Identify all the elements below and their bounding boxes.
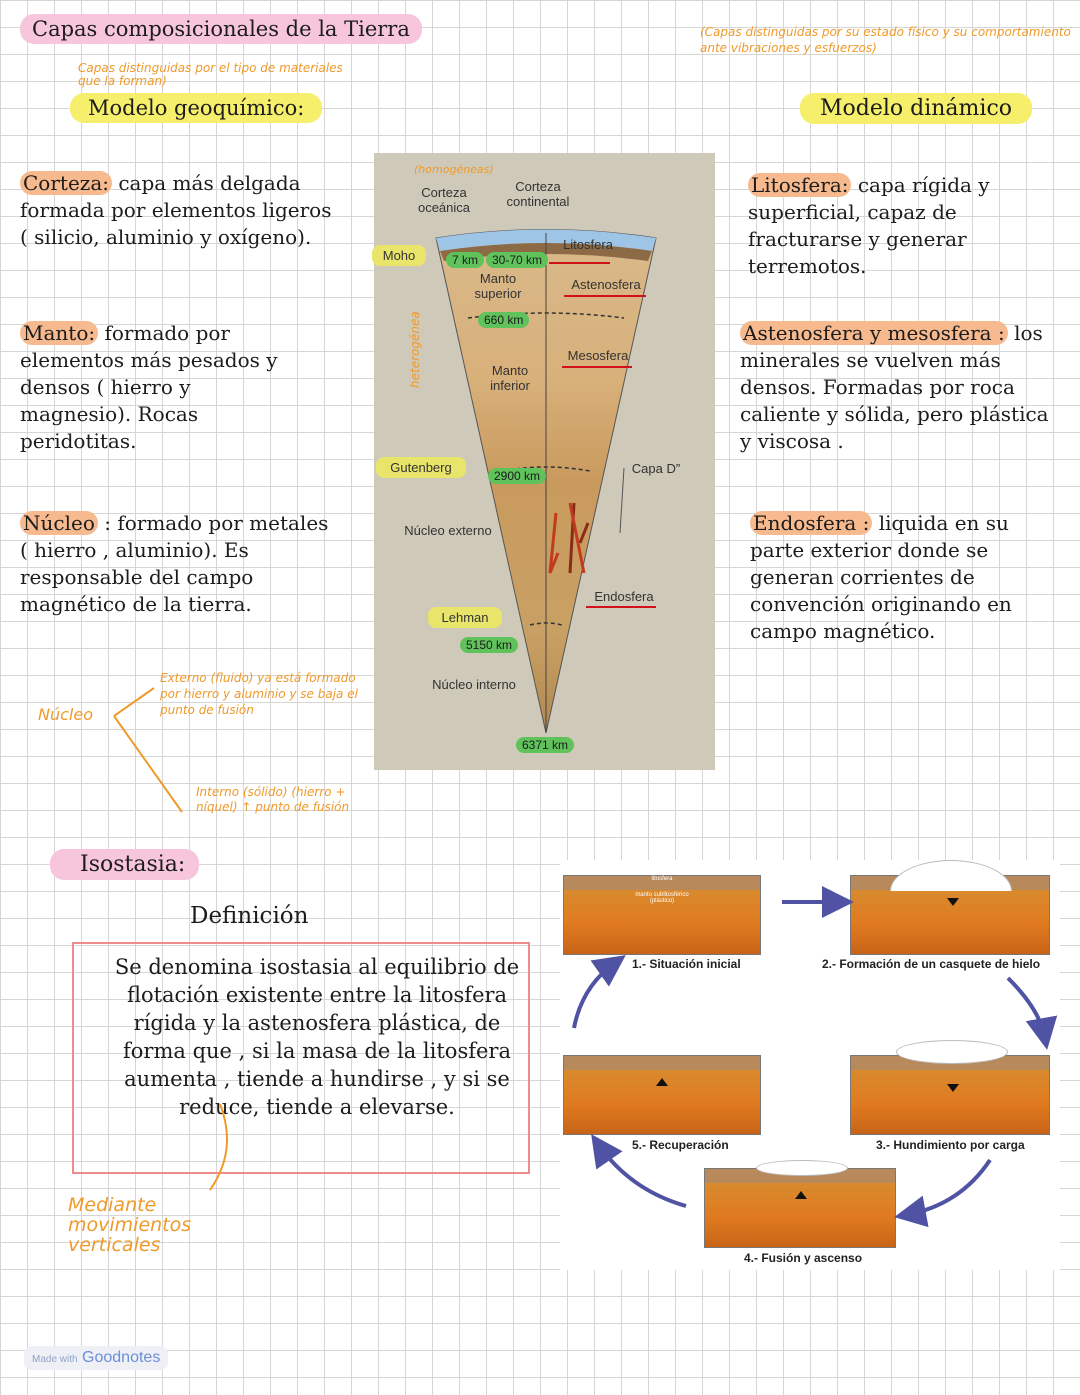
astenosfera-label: Astenosfera <box>571 277 641 292</box>
goodnotes-badge[interactable] <box>24 1346 168 1370</box>
definicion-heading: Definición <box>190 903 309 929</box>
movimientos-note: Mediante movimientos verticales <box>68 1194 192 1256</box>
homogeneas-note: (homogéneas) <box>414 163 494 176</box>
page-title: Capas composicionales de la Tierra <box>20 14 422 44</box>
cycle-mantle-label: manto sublitosférico (plástico) <box>635 892 689 904</box>
nucleo-externo-note: Externo (fluido) ya está formado por hierro y aluminio y se baja el punto de fusión <box>160 671 358 717</box>
nucleo-interno-note: Interno (sólido) (hierro + níquel) ↑ punto de fusión <box>196 785 350 814</box>
geochemical-note: Capas distinguidas por el tipo de materiales que la forman) <box>78 61 343 88</box>
manto-definition <box>20 320 290 455</box>
endosfera-term: Endosfera : <box>750 511 872 535</box>
km-660-label: 660 km <box>478 312 529 328</box>
litosfera-term: Litosfera: <box>748 173 851 197</box>
cycle-litosfera-label: litosfera <box>651 876 673 882</box>
gutenberg-label: Gutenberg <box>376 457 466 478</box>
nucleo-externo-label: Núcleo externo <box>404 523 492 538</box>
endosfera-text: liquida en su parte exterior donde se generan corrientes de convención originando en campo magnético. <box>750 511 1012 643</box>
earth-layers-diagram <box>374 153 715 770</box>
dynamic-model-title: Modelo dinámico <box>800 93 1032 124</box>
lehman-label: Lehman <box>428 607 502 628</box>
corteza-definition <box>20 170 340 251</box>
cycle-step-5-caption: 5.- Recuperación <box>632 1138 729 1152</box>
nucleo-handwritten-label: Núcleo <box>38 705 93 724</box>
moho-label: Moho <box>372 245 426 266</box>
km-30-70-label: 30-70 km <box>486 252 548 268</box>
corteza-continental-label: Corteza continental <box>506 179 570 209</box>
cycle-step-1-caption: 1.- Situación inicial <box>632 957 741 971</box>
goodnotes-brand: Goodnotes <box>82 1349 161 1366</box>
manto-text: formado por elementos más pesados y densos ( hierro y magnesio). Rocas peridotitas. <box>20 321 278 453</box>
endosfera-definition <box>750 510 1060 645</box>
isostasia-title: Isostasia: <box>50 849 199 880</box>
dynamic-note: (Capas distinguidas por su estado físico y su comportamiento ante vibraciones y esfuerzos) <box>700 25 1071 55</box>
km-7-label: 7 km <box>446 252 484 268</box>
nucleo-interno-label: Núcleo interno <box>432 677 516 692</box>
nucleo-text: : formado por metales ( hierro , aluminio). Es responsable del campo magnético de la tierra. <box>20 511 329 616</box>
manto-inferior-label: Manto inferior <box>490 363 530 393</box>
mesosfera-label: Mesosfera <box>567 348 629 363</box>
nucleo-definition <box>20 510 330 618</box>
capa-d-label: Capa D” <box>631 461 681 476</box>
km-5150-label: 5150 km <box>460 637 518 653</box>
astenosfera-definition <box>740 320 1060 455</box>
corteza-oceanica-label: Corteza oceánica <box>417 185 471 215</box>
heterogenea-note: heterogénea <box>408 311 422 388</box>
litosfera-label: Litosfera <box>563 237 613 252</box>
corteza-text: capa más delgada formada por elementos ligeros ( silicio, aluminio y oxígeno). <box>20 171 332 249</box>
cycle-step-3-caption: 3.- Hundimiento por carga <box>876 1138 1025 1152</box>
nucleo-term: Núcleo <box>20 511 98 535</box>
endosfera-label: Endosfera <box>594 589 654 604</box>
km-6371-label: 6371 km <box>516 737 574 753</box>
isostasia-definition: Se denomina isostasia al equilibrio de flotación existente entre la litosfera rígida y la astenosfera plástica, de forma que , si la masa de la litosfera aumenta , tiende a hundirse , y si se reduce, tiende a elevarse. <box>114 955 520 1119</box>
made-with-text: Made with <box>32 1354 78 1365</box>
isostasy-cycle-diagram <box>560 860 1060 1270</box>
geochemical-model-title: Modelo geoquímico: <box>70 93 322 123</box>
cycle-step-4-caption: 4.- Fusión y ascenso <box>744 1251 863 1265</box>
astenosfera-text: los minerales se vuelven más densos. Formadas por roca caliente y sólida, pero plástica y viscosa . <box>740 321 1049 453</box>
litosfera-text: capa rígida y superficial, capaz de fracturarse y generar terremotos. <box>748 173 990 278</box>
cycle-step-2-caption: 2.- Formación de un casquete de hielo <box>822 957 1041 971</box>
cycle-arrows <box>560 860 1060 1270</box>
corteza-term: Corteza: <box>20 171 112 195</box>
definition-bracket <box>190 1100 250 1196</box>
manto-term: Manto: <box>20 321 98 345</box>
km-2900-label: 2900 km <box>488 468 546 484</box>
manto-superior-label: Manto superior <box>474 271 522 301</box>
litosfera-definition <box>748 172 1048 280</box>
astenosfera-term: Astenosfera y mesosfera : <box>740 321 1008 345</box>
